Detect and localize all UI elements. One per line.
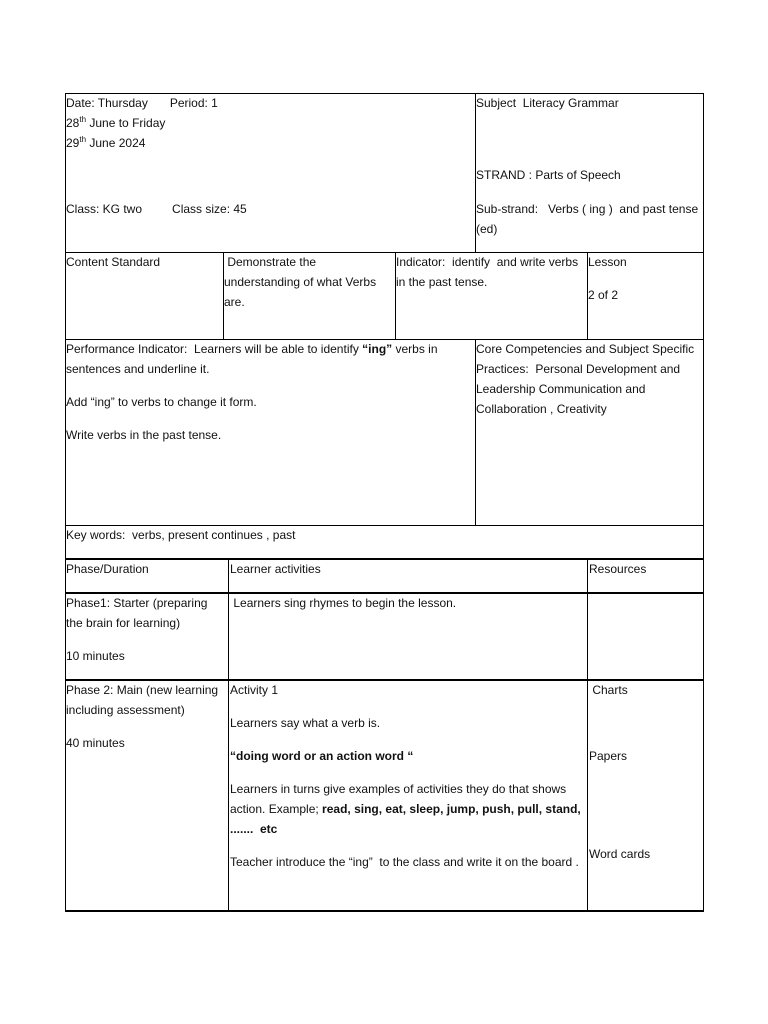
date-label: Date: Thursday (66, 96, 148, 110)
key-words: Key words: verbs, present continues , past (66, 528, 296, 542)
phase-2-activities (230, 680, 586, 872)
activity-line-1: Learners say what a verb is. (230, 716, 381, 730)
resource-charts: Charts (589, 683, 628, 697)
lesson-cell (588, 252, 702, 305)
column-divider (228, 559, 229, 911)
core-competencies: Core Competencies and Subject Specific Practices: Personal Development and Leadership Communication and Collaboration , Creativity (476, 342, 698, 416)
class-size: Class size: 45 (172, 202, 247, 216)
column-divider (587, 559, 588, 911)
activity-line-2: “doing word or an action word “ (230, 749, 414, 763)
subject: Subject Literacy Grammar (476, 96, 619, 110)
phase-1-name: Phase1: Starter (preparing the brain for learning) (66, 596, 211, 630)
phase-1-duration: 10 minutes (66, 649, 125, 663)
end-date-suffix: th (79, 135, 87, 144)
resources-header: Resources (589, 562, 647, 576)
content-standard: Demonstrate the understanding of what Verbs are. (224, 255, 380, 309)
strand: STRAND : Parts of Speech (476, 168, 621, 182)
activity-title: Activity 1 (230, 683, 279, 697)
indicator: Indicator: identify and write verbs in the past tense. (396, 255, 582, 289)
phase-2-cell (66, 680, 227, 753)
date-cell (66, 93, 471, 153)
class-name: Class: KG two (66, 202, 143, 216)
resource-word-cards: Word cards (589, 847, 651, 861)
lesson-label: Lesson (588, 255, 627, 269)
period: Period: 1 (169, 96, 218, 110)
subject-cell (476, 93, 702, 113)
performance-line-3: Write verbs in the past tense. (66, 428, 222, 442)
sub-strand: Sub-strand: Verbs ( ing ) and past tense (ed) (476, 202, 705, 236)
phase-duration-header: Phase/Duration (66, 562, 149, 576)
phase-2-name: Phase 2: Main (new learning including assessment) (66, 683, 222, 717)
start-date-suffix: th (79, 115, 87, 124)
lesson-value: 2 of 2 (588, 288, 619, 302)
class-info (66, 199, 471, 219)
resource-papers: Papers (589, 749, 628, 763)
activity-line-3: Learners in turns give examples of activities they do that shows action. Example; read, sing, eat, sleep, jump, push, pull, stand, ....... etc (230, 782, 585, 836)
phase-1-activity: Learners sing rhymes to begin the lesson. (230, 596, 457, 610)
activity-line-4: Teacher introduce the “ing” to the class and write it on the board . (230, 855, 579, 869)
phase-2-duration: 40 minutes (66, 736, 125, 750)
start-date-rest: June to Friday (86, 116, 166, 130)
end-date-day: 29 (66, 136, 80, 150)
content-standard-label: Content Standard (66, 255, 161, 269)
start-date-day: 28 (66, 116, 80, 130)
performance-line-2: Add “ing” to verbs to change it form. (66, 395, 257, 409)
table-border-bottom (65, 910, 704, 912)
phase-1-cell (66, 593, 227, 666)
learner-activities-header: Learner activities (230, 562, 321, 576)
end-date-rest: June 2024 (86, 136, 146, 150)
performance-indicator: Performance Indicator: Learners will be able to identify “ing” verbs in sentences and underline it. Add “ing” to verbs to change it form. Write verbs in the past tense. (66, 339, 472, 445)
